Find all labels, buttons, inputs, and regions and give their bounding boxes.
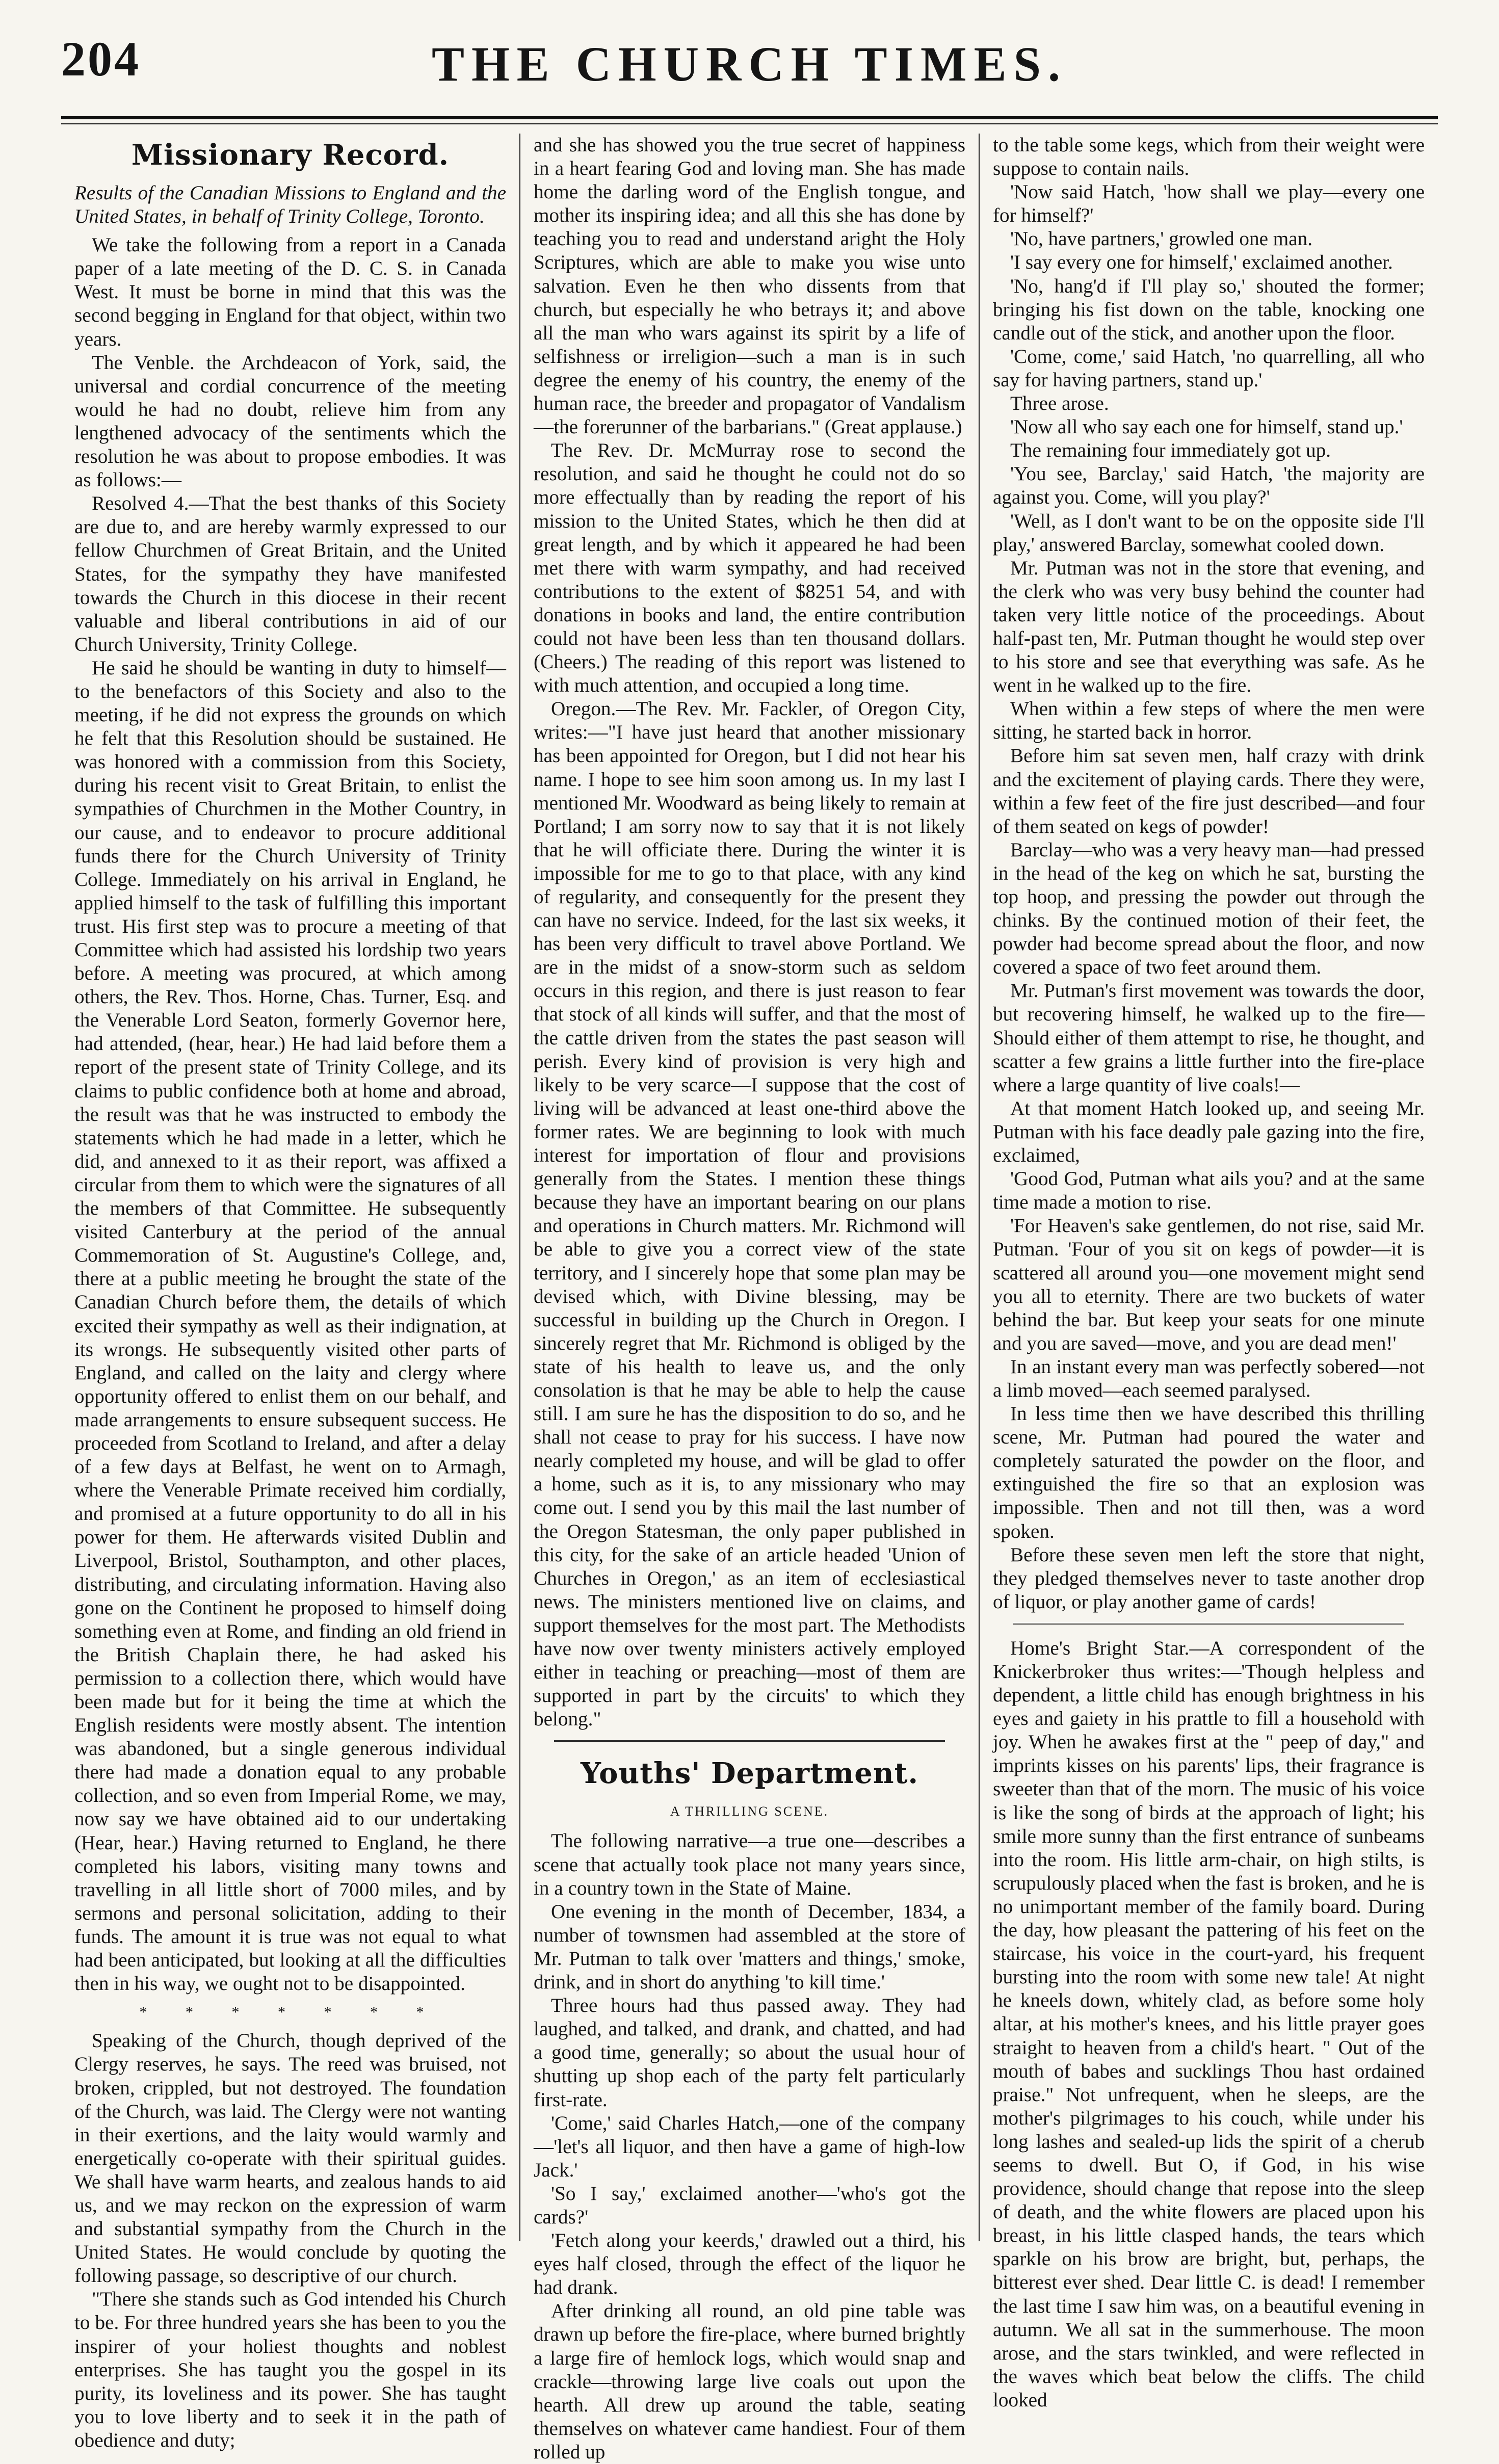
paragraph: In an instant every man was perfectly sobered—not a limb moved—each seemed paralysed. [993, 1355, 1425, 1401]
paragraph: 'Come, come,' said Hatch, 'no quarrelling, all who say for having partners, stand up.' [993, 345, 1425, 391]
paragraph: and she has showed you the true secret of happiness in a heart fearing God and loving man. She has made home the darling word of the English tongue, and mother its inspiring idea; and all this she has done by teaching you to read and understand aright the Holy Scriptures, which are able to make you wise unto salvation. Even he then who dissents from that church, but especially he who betrays it; and above all the man who wars against its spirit by a life of selfishness or irreligion—such a man is in such degree the enemy of his country, the enemy of the human race, the breeder and propagator of Vandalism—the forerunner of the barbarians." (Great applause.) [534, 134, 965, 438]
section-stars: * * * * * * * [139, 2004, 441, 2021]
paragraph: 'No, hang'd if I'll play so,' shouted the former; bringing his fist down on the table, knocking one candle out of the stick, and another upon the floor. [993, 275, 1425, 344]
article-kicker: A THRILLING SCENE. [670, 1804, 829, 1819]
paragraph: 'So I say,' exclaimed another—'who's got the cards?' [534, 2182, 965, 2228]
paragraph: 'Well, as I don't want to be on the opposite side I'll play,' answered Barclay, somewhat cooled down. [993, 510, 1425, 556]
section-title-youths-department: Youths' Department. [581, 1757, 918, 1791]
column-2 [519, 134, 979, 2463]
article-columns [61, 134, 1438, 2463]
paragraph: In less time then we have described this thrilling scene, Mr. Putman had poured the water and completely saturated the powder on the floor, and extinguished the fire so that an explosion was impossible. Then and not till then, was a word spoken. [993, 1403, 1425, 1542]
paragraph: Before these seven men left the store that night, they pledged themselves never to taste another drop of liquor, or play another game of cards! [993, 1543, 1425, 1613]
paragraph: 'No, have partners,' growled one man. [1010, 228, 1313, 250]
paragraph: When within a few steps of where the men were sitting, he started back in horror. [993, 698, 1425, 744]
column-3 [979, 134, 1438, 2411]
paragraph: He said he should be wanting in duty to himself—to the benefactors of this Society and also to the meeting, if he did not express the grounds on which he felt that this Resolution should be sustained. He was honored with a commission from this Society, during his recent visit to Great Britain, to enlist the sympathies of Churchmen in the Mother Country, in our cause, and to endeavor to procure additional funds there for the Church University of Trinity College. Immediately on his arrival in England, he applied himself to the task of fulfilling this important trust. His first step was to procure a meeting of that Committee which had assisted his lordship two years before. A meeting was procured, at which among others, the Rev. Thos. Horne, Chas. Turner, Esq. and the Venerable Lord Seaton, formerly Governor here, had attended, (hear, hear.) He had laid before them a report of the present state of Trinity College, and its claims to public confidence both at home and abroad, the result was that he was instructed to embody the statements which he had made in a letter, which he did, and annexed to it as their report, was affixed a circular from them to which were the signatures of all the members of that Committee. He subsequently visited Canterbury at the period of the annual Commemoration of St. Augustine's College, and, there at a public meeting he brought the state of the Canadian Church before them, the details of which excited their sympathy as well as their indignation, at its wrongs. He subsequently visited other parts of England, and called on the laity and clergy where opportunity offered to enlist them on our behalf, and made arrangements to ensure subsequent success. He proceeded from Scotland to Ireland, and after a delay of a few days at Belfast, he went on to Armagh, where the Venerable Primate received him cordially, and promised at a future opportunity to do all in his power for them. He afterwards visited Dublin and Liverpool, Bristol, Southampton, and other places, distributing, and circulating information. Having also gone on the Continent he proposed to himself doing something even at Rome, and finding an old friend in the British Chaplain there, he had asked his permission to a collection there, which would have been made but for it being the time at which the English residents were mostly absent. The intention was abandoned, but a single generous individual there had made a donation equal to any probable collection, and so even from Imperial Rome, we may, now say we have obtained aid to our undertaking (Hear, hear.) Having returned to England, he there completed his labors, visiting many towns and travelling in all little short of 7000 miles, and by sermons and personal solicitation, adding to their funds. The amount it is true was not equal to what had been anticipated, but looking at all the difficulties then in his way, we ought not to be disappointed. [74, 657, 506, 1995]
paragraph: Mr. Putman was not in the store that evening, and the clerk who was very busy behind the counter had taken very little notice of the proceedings. About half-past ten, Mr. Putman thought he would step over to his store and see that everything was safe. As he went in he walked up to the fire. [993, 557, 1425, 697]
paragraph: 'Good God, Putman what ails you? and at the same time made a motion to rise. [993, 1168, 1425, 1214]
section-title-missionary-record: Missionary Record. [131, 138, 450, 172]
paragraph: Oregon.—The Rev. Mr. Fackler, of Oregon City, writes:—"I have just heard that another missionary has been appointed for Oregon, but I did not hear his name. I hope to see him soon among us. In my last I mentioned Mr. Woodward as being likely to remain at Portland; I am sorry now to say that it is not likely that he will officiate there. During the winter it is impossible for me to go to that place, with any kind of regularity, and consequently for the present they can have no service. Indeed, for the last six weeks, it has been very difficult to travel above Portland. We are in the midst of a snow-storm such as seldom occurs in this region, and there is just reason to fear that stock of all kinds will suffer, and that the most of the cattle driven from the states the past season will perish. Every kind of provision is very high and likely to be very scarce—I suppose that the cost of living will be advanced at least one-third above the former rates. We are beginning to look with much interest for importation of flour and provisions generally from the States. I mention these things because they have an important bearing on our plans and operations in Church matters. Mr. Richmond will be able to give you a correct view of the state territory, and I sincerely hope that some plan may be devised which, with Divine blessing, may be successful in building up the Church in Oregon. I sincerely regret that Mr. Richmond is obliged by the state of his health to leave us, and the only consolation is that he may be able to help the cause still. I am sure he has the disposition to do so, and he shall not cease to pray for his success. I have now nearly completed my house, and will be glad to offer a home, such as it is, to any missionary who may come out. I send you by this mail the last number of the Oregon Statesman, the only paper published in this city, for the sake of an article headed 'Union of Churches in Oregon,' as an item of ecclesiastical news. The ministers mentioned live on claims, and support themselves for the most part. The Methodists have now over twenty ministers actively employed either in teaching or preaching—most of them are supported in part by the circuits' to which they belong." [534, 698, 965, 1731]
paragraph: to the table some kegs, which from their weight were suppose to contain nails. [993, 134, 1425, 180]
paragraph: After drinking all round, an old pine table was drawn up before the fire-place, where burned brightly a large fire of hemlock logs, which would snap and crackle—throwing large live coals out upon the hearth. All drew up around the table, seating themselves on whatever came handiest. Four of them rolled up [534, 2300, 965, 2463]
article-subtitle: Results of the Canadian Missions to England and the United States, in behalf of Trinity College, Toronto. [74, 182, 506, 228]
paragraph: The remaining four immediately got up. [1010, 439, 1331, 462]
paragraph: Mr. Putman's first movement was towards the door, but recovering himself, he walked up to the fire—Should either of them attempt to rise, he thought, and scatter a few grains a little further into the fire-place where a large quantity of live coals!— [993, 980, 1425, 1096]
paragraph: The Rev. Dr. McMurray rose to second the resolution, and said he thought he could not do so more effectually than by reading the report of his mission to the United States, which he then did at great length, and by which it appeared he had been met there with warm sympathy, and had received contributions to the extent of $8251 54, and with donations in books and land, the entire contribution could not have been less than ten thousand dollars. (Cheers.) The reading of this report was listened to with much attention, and occupied a long time. [534, 439, 965, 697]
paragraph: Barclay—who was a very heavy man—had pressed in the head of the keg on which he sat, bursting the top hoop, and pressing the powder out through the chinks. By the continued motion of their feet, the powder had become spread about the floor, and now covered a space of two feet around them. [993, 838, 1425, 979]
paragraph: 'Fetch along your keerds,' drawled out a third, his eyes half closed, through the effect of the liquor he had drank. [534, 2230, 965, 2299]
paragraph: At that moment Hatch looked up, and seeing Mr. Putman with his face deadly pale gazing into the fire, exclaimed, [993, 1097, 1425, 1167]
paragraph: One evening in the month of December, 1834, a number of townsmen had assembled at the store of Mr. Putman to talk over 'matters and things,' smoke, drink, and in short do anything 'to kill time.' [534, 1900, 965, 1994]
paragraph: The following narrative—a true one—describes a scene that actually took place not many years since, in a country town in the State of Maine. [534, 1830, 965, 1899]
paragraph: Three hours had thus passed away. They had laughed, and talked, and drank, and chatted, and had a good time, generally; so about the usual hour of shutting up shop each of the party felt particularly first-rate. [534, 1995, 965, 2111]
paragraph: Speaking of the Church, though deprived of the Clergy reserves, he says. The reed was bruised, not broken, crippled, but not destroyed. The foundation of the Church, was laid. The Clergy were not wanting in their exertions, and the laity would warmly and energetically co-operate with their spiritual guides. We shall have warm hearts, and zealous hands to aid us, and we may reckon on the expression of warm and substantial sympathy from the Church in the United States. He would conclude by quoting the following passage, so descriptive of our church. [74, 2030, 506, 2287]
section-divider [554, 1740, 945, 1745]
masthead-title: THE CHURCH TIMES. [431, 37, 1068, 91]
paragraph: Before him sat seven men, half crazy with drink and the excitement of playing cards. There they were, within a few feet of the fire just described—and four of them seated on kegs of powder! [993, 745, 1425, 837]
paragraph: The Venble. the Archdeacon of York, said, the universal and cordial concurrence of the meeting would he had no doubt, relieve him from any lengthened advocacy of the sentiments which the resolution he was about to propose embodies. It was as follows:— [74, 351, 506, 491]
paragraph: Home's Bright Star.—A correspondent of the Knickerbroker thus writes:—'Though helpless and dependent, a little child has enough brightness in his eyes and gaiety in his prattle to fill a household with joy. When he awakes first at the " peep of day," and imprints kisses on his parents' lips, their fragrance is sweeter than that of the morn. The music of his voice is like the song of birds at the approach of light; his smile more sunny than the first entrance of sunbeams into the room. His little arm-chair, on high stilts, is scrupulously placed when the fast is broken, and he is no unimportant member of the family board. During the day, how pleasant the pattering of his feet on the staircase, his voice in the court-yard, his frequent bursting into the room with some new tale! At night he kneels down, whitely clad, as before some holy altar, at his mother's knees, and his little prayer goes straight to heaven from a child's heart. " Out of the mouth of babes and sucklings Thou hast ordained praise." Not unfrequent, when he sleeps, are the mother's pilgrimages to his couch, while under his long lashes and sealed-up lids the spirit of a cherub seems to dwell. But O, if God, in his wise providence, should change that repose into the sleep of death, and the white flowers are placed upon his breast, in his little clasped hands, the tears which sparkle on his brow are bright, but, perhaps, the bitterest ever shed. Dear little C. is dead! I remember the last time I saw him was, on a beautiful evening in autumn. We all sat in the summerhouse. The moon arose, and the stars twinkled, and were reflected in the waves which beat below the cliffs. The child looked [993, 1637, 1425, 2411]
paragraph: We take the following from a report in a Canada paper of a late meeting of the D. C. S. in Canada West. It must be borne in mind that this was the second begging in England for that object, within two years. [74, 234, 506, 350]
section-divider [1013, 1623, 1404, 1628]
paragraph: 'Come,' said Charles Hatch,—one of the company—'let's all liquor, and then have a game of high-low Jack.' [534, 2112, 965, 2181]
paragraph: Resolved 4.—That the best thanks of this Society are due to, and are hereby warmly expressed to our fellow Churchmen of Great Britain, and the United States, for the sympathy they have manifested towards the Church in this diocese in their recent valuable and liberal contributions in aid of our Church University, Trinity College. [74, 492, 506, 656]
paragraph: Three arose. [1010, 392, 1109, 415]
paragraph: 'Now said Hatch, 'how shall we play—every one for himself?' [993, 181, 1425, 227]
paragraph: 'Now all who say each one for himself, stand up.' [1010, 416, 1403, 438]
paragraph: "There she stands such as God intended his Church to be. For three hundred years she has been to you the inspirer of your holiest thoughts and noblest enterprises. She has taught you the gospel in its purity, its loveliness and its power. She has taught you to love liberty and to seek it in the path of obedience and duty; [74, 2288, 506, 2451]
header-rule [61, 116, 1438, 124]
paragraph: 'I say every one for himself,' exclaimed another. [1010, 251, 1393, 274]
page-header [61, 31, 1438, 107]
paragraph: 'For Heaven's sake gentlemen, do not rise, said Mr. Putman. 'Four of you sit on kegs of powder—it is scattered all around you—one movement might send you all to eternity. There are two buckets of water behind the bar. But keep your seats for one minute and you are saved—move, and you are dead men!' [993, 1215, 1425, 1354]
page-number: 204 [61, 32, 141, 86]
paragraph: 'You see, Barclay,' said Hatch, 'the majority are against you. Come, will you play?' [993, 463, 1425, 509]
column-1 [61, 134, 519, 2451]
